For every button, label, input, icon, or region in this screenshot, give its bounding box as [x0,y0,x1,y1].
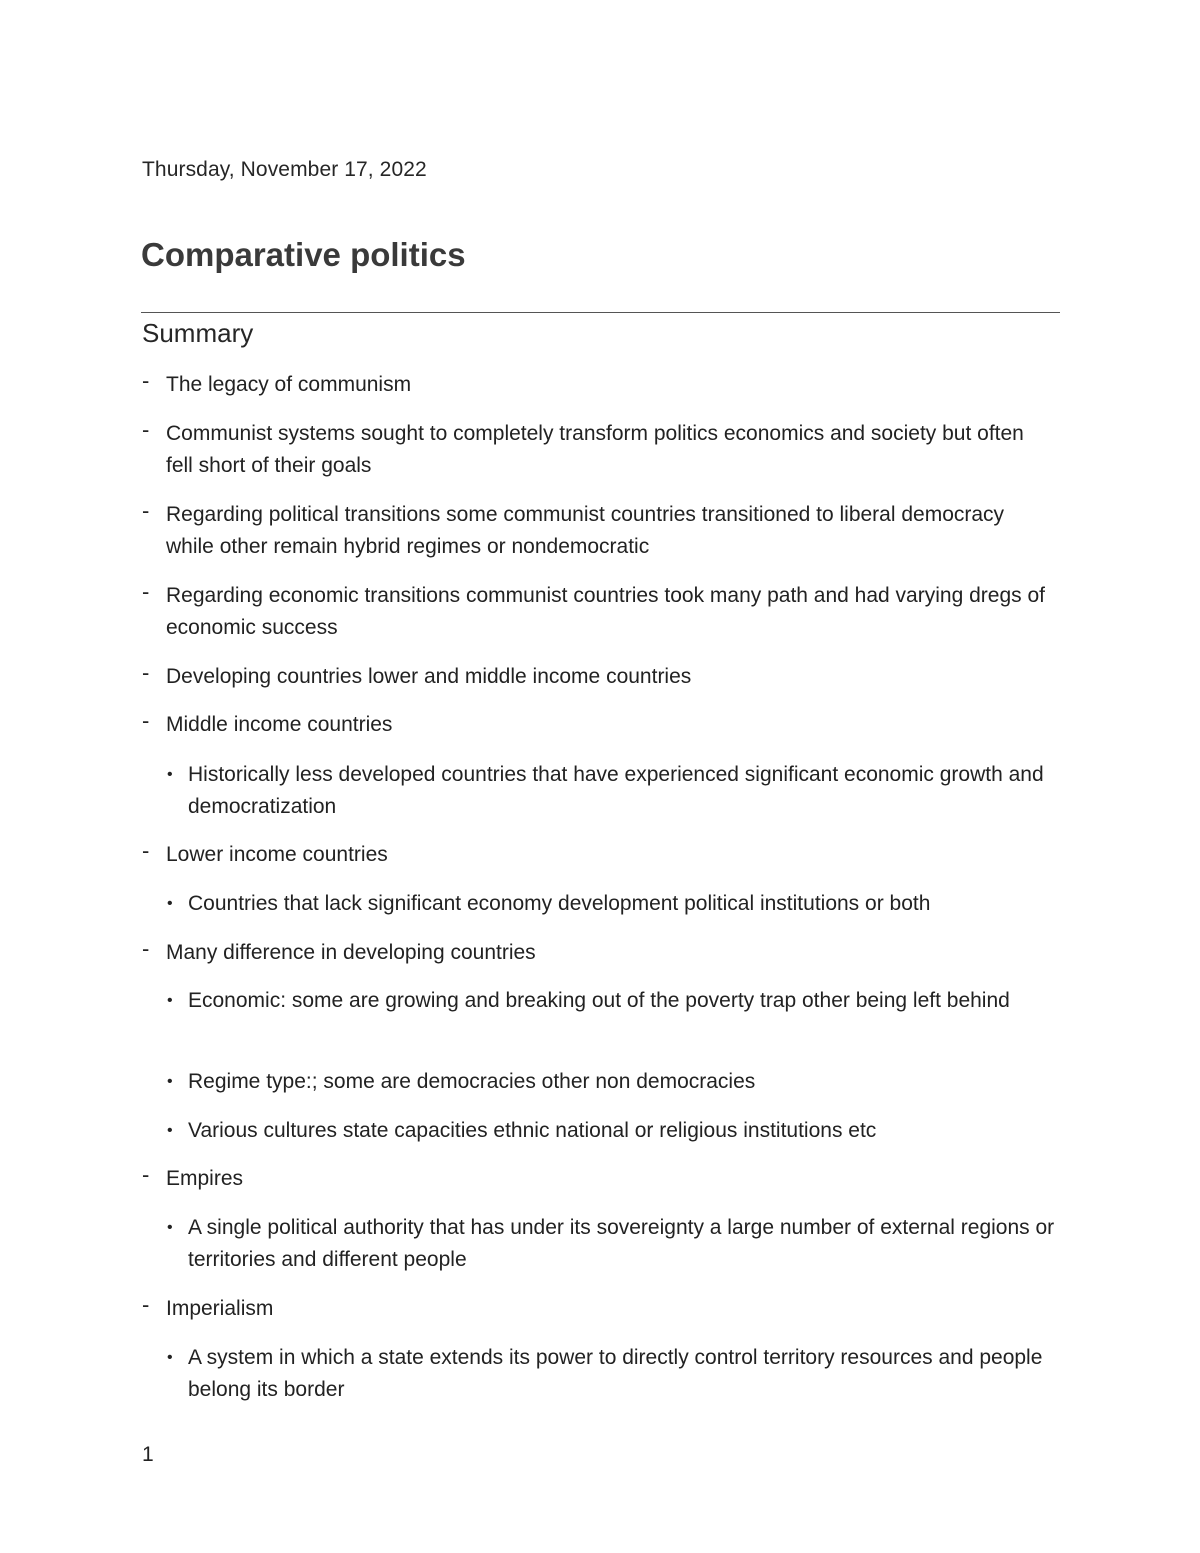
sub-list-item [167,1342,1057,1406]
list-item [142,661,1052,693]
sub-list-item-text: Countries that lack significant economy development political institutions or both [188,892,931,915]
dash-marker: - [142,936,150,961]
dash-marker: - [142,498,150,523]
document-date: Thursday, November 17, 2022 [142,158,427,181]
bullet-marker: • [167,992,173,1009]
list-item [142,1293,1052,1325]
bullet-marker: • [167,895,173,912]
list-item [142,418,1052,482]
bullet-marker: • [167,1219,173,1236]
dash-marker: - [142,838,150,863]
dash-marker: - [142,368,150,393]
sub-list-item-text: Various cultures state capacities ethnic national or religious institutions etc [188,1119,877,1142]
dash-marker: - [142,1162,150,1187]
page-title: Comparative politics [141,236,466,273]
list-item-text: The legacy of communism [166,373,412,396]
dash-marker: - [142,660,150,685]
list-item [142,580,1052,644]
bullet-marker: • [167,1349,173,1366]
list-item [142,937,1052,969]
list-item-text: Developing countries lower and middle income countries [166,665,692,688]
page-number: 1 [142,1443,154,1466]
bullet-marker: • [167,1122,173,1139]
list-item [142,499,1052,563]
bullet-marker: • [167,1073,173,1090]
sub-list-item [167,1212,1057,1276]
sub-list-item-text: A single political authority that has under its sovereignty a large number of external regions or territories and different people [188,1216,1055,1271]
sub-list-item-text: Economic: some are growing and breaking out of the poverty trap other being left behind [188,989,1010,1012]
list-item-text: Empires [166,1167,244,1190]
dash-marker: - [142,708,150,733]
list-item-text: Middle income countries [166,713,393,736]
list-item-text: Regarding political transitions some communist countries transitioned to liberal democracy while other remain hybrid regimes or nondemocratic [166,503,1005,558]
sub-list-item-text: Regime type:; some are democracies other non democracies [188,1070,756,1093]
list-item [142,839,1052,871]
dash-marker: - [142,1292,150,1317]
sub-list-item [167,1066,1057,1098]
list-item-text: Imperialism [166,1297,274,1320]
section-heading: Summary [142,318,254,348]
sub-list-item-text: Historically less developed countries that have experienced significant economic growth and democratization [188,763,1044,818]
list-item [142,369,1052,401]
list-item-text: Communist systems sought to completely transform politics economics and society but often fell short of their goals [166,422,1024,477]
bullet-marker: • [167,766,173,783]
list-item-text: Lower income countries [166,843,388,866]
title-divider [141,312,1060,313]
sub-list-item [167,985,1057,1017]
list-item [142,1163,1052,1195]
list-item [142,709,1052,741]
sub-list-item [167,759,1057,823]
sub-list-item [167,888,1057,920]
list-item-text: Many difference in developing countries [166,941,536,964]
dash-marker: - [142,579,150,604]
sub-list-item [167,1115,1057,1147]
list-item-text: Regarding economic transitions communist countries took many path and had varying dregs of economic success [166,584,1045,639]
dash-marker: - [142,417,150,442]
sub-list-item-text: A system in which a state extends its power to directly control territory resources and people belong its border [188,1346,1043,1401]
